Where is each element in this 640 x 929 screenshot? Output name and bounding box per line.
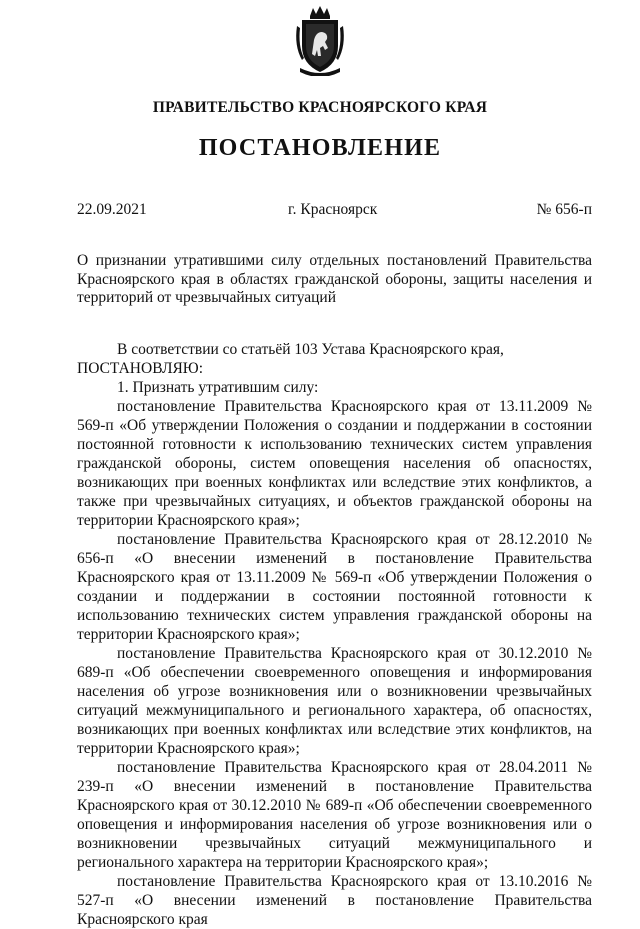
document-city: г. Красноярск: [288, 201, 378, 218]
document-date: 22.09.2021: [77, 201, 147, 218]
document-number: № 656-п: [536, 201, 592, 218]
decree-word: ПОСТАНОВЛЯЮ:: [77, 360, 204, 377]
document-subject: О признании утратившими силу отдельных постановлений Правительства Красноярского края в областях гражданской обороны, защиты населения и территорий от чрезвычайных ситуаций: [77, 252, 592, 306]
list-item: постановление Правительства Красноярского края от 13.10.2016 № 527-п «О внесении изменений в постановление Правительства Красноярского края: [77, 873, 592, 928]
list-item: постановление Правительства Красноярского края от 28.04.2011 № 239-п «О внесении изменений в постановление Правительства Красноярского края от 30.12.2010 № 689-п «Об обеспечении своевременного оповещения и информирования населения об угрозе возникновения или о возникновении чрезвычайных ситуаций межмуниципального и регионального характера на территории Красноярского края»;: [77, 759, 592, 871]
document-meta-row: [77, 201, 592, 221]
document-type-title: ПОСТАНОВЛЕНИЕ: [198, 135, 442, 161]
coat-of-arms-icon: [294, 6, 346, 76]
preamble-paragraph: В соответствии со статьёй 103 Устава Красноярского края,: [117, 341, 504, 358]
list-item: постановление Правительства Красноярского края от 13.11.2009 № 569-п «Об утверждении Положения о создании и поддержании в состоянии постоянной готовности к использованию технических систем управления гражданской обороны, систем оповещения населения об опасностях, возникающих при военных конфликтах или вследствие этих конфликтов, а также при чрезвычайных ситуациях, и объектов гражданской обороны на территории Красноярского края»;: [77, 398, 592, 529]
list-item: постановление Правительства Красноярского края от 28.12.2010 № 656-п «О внесении изменений в постановление Правительства Красноярского края от 13.11.2009 № 569-п «Об утверждении Положения о создании и поддержании в состоянии постоянной готовности к использованию технических систем управления гражданской обороны на территории Красноярского края»;: [77, 531, 592, 643]
item-heading: 1. Признать утратившим силу:: [117, 379, 319, 396]
government-title: ПРАВИТЕЛЬСТВО КРАСНОЯРСКОГО КРАЯ: [152, 99, 488, 116]
document-body: [77, 340, 592, 929]
list-item: постановление Правительства Красноярского края от 30.12.2010 № 689-п «Об обеспечении своевременного оповещения и информирования населения об угрозе возникновения или о возникновении чрезвычайных ситуаций межмуниципального и регионального характера, об опасностях, возникающих при военных конфликтах или вследствие этих конфликтов, на территории Красноярского края»;: [77, 645, 592, 757]
